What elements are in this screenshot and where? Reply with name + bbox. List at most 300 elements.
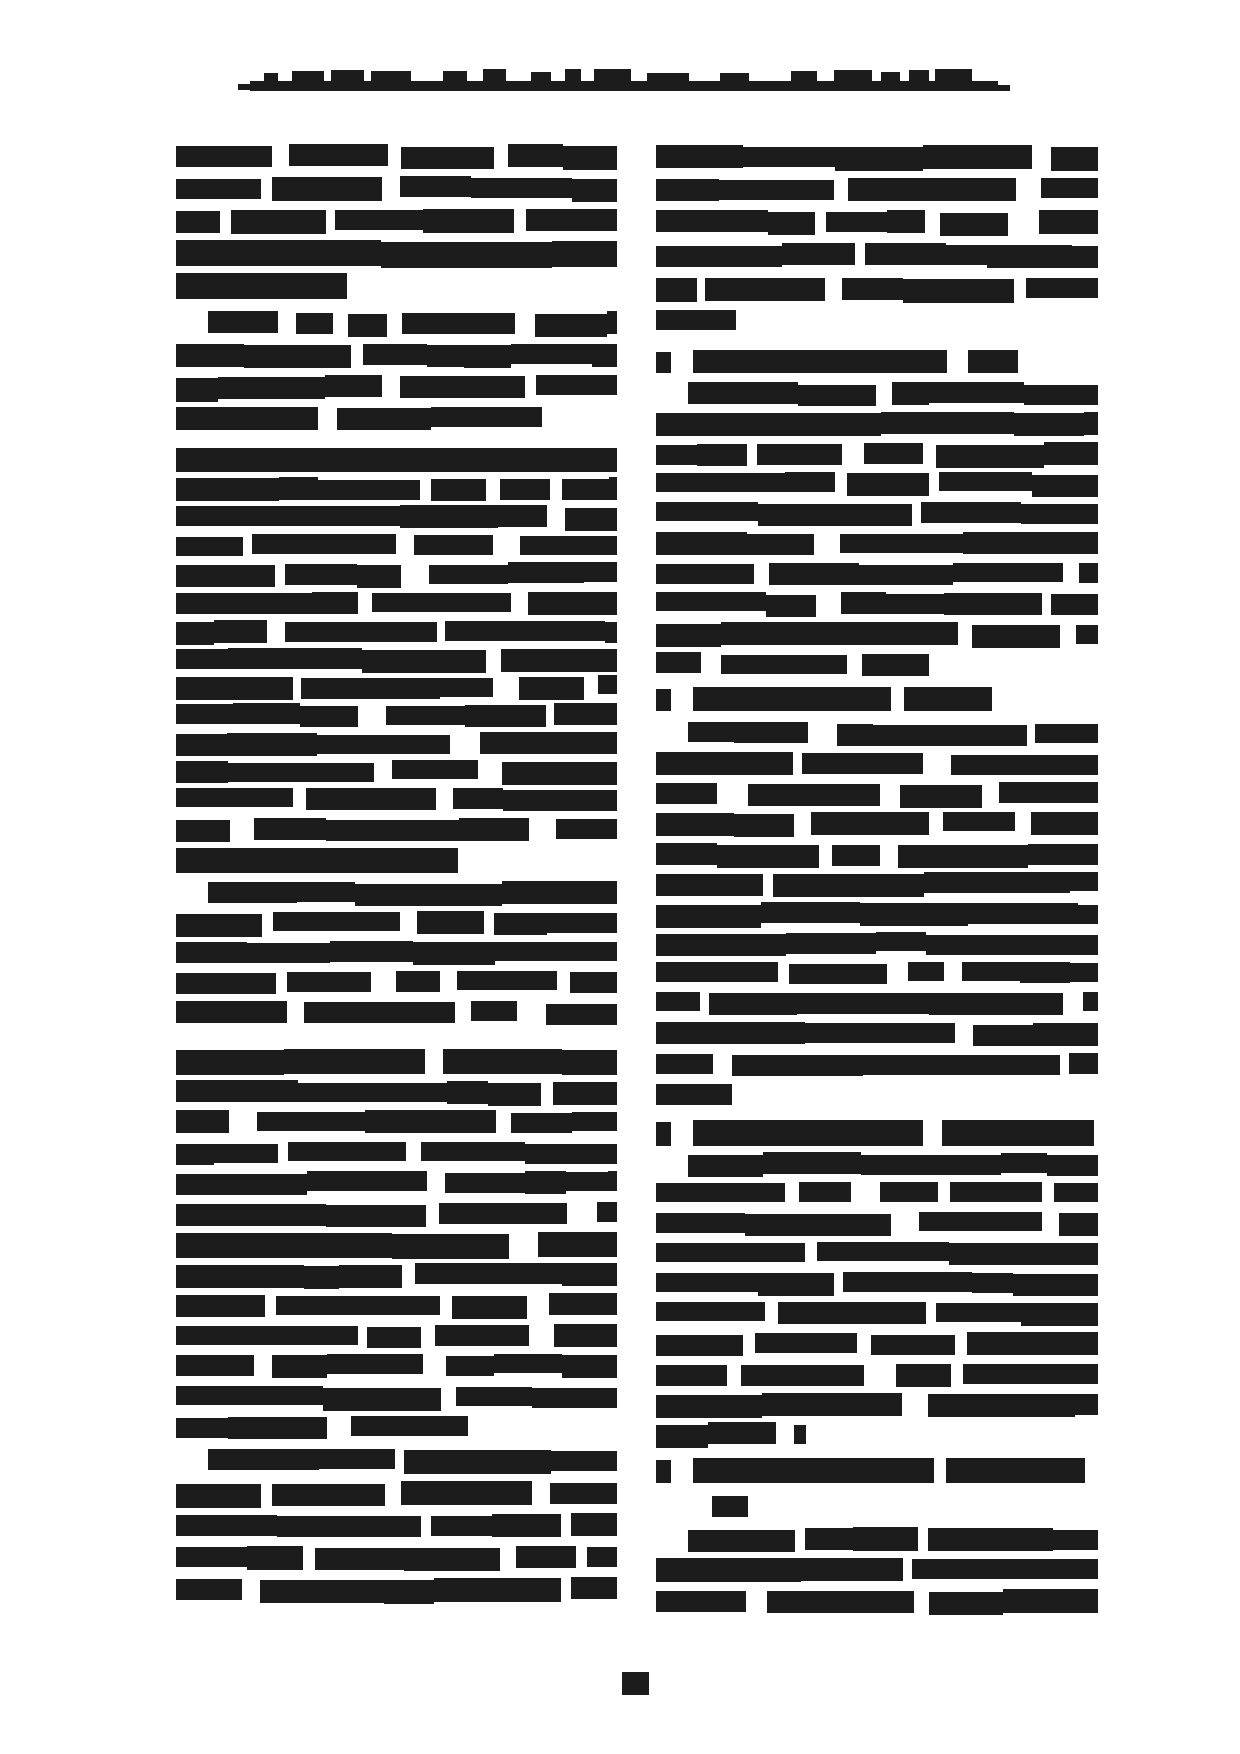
word-blob [495,942,617,961]
text-line [656,1363,1098,1391]
text-line [208,882,617,910]
word-blob [767,1591,914,1613]
word-blob [782,243,855,265]
word-blob [365,1110,496,1133]
word-blob [656,1302,765,1321]
word-blob [928,1528,1053,1551]
word-blob [1079,563,1098,583]
word-blob [357,565,401,588]
word-blob [562,1263,617,1286]
text-line [688,723,1098,751]
word-blob [656,905,761,928]
section-number-blob [656,352,671,373]
text-line-bold [176,273,348,302]
word-blob [502,762,617,785]
word-blob [339,1265,401,1288]
word-blob [939,472,1033,491]
word-blob [456,1387,532,1406]
word-blob [656,1243,805,1262]
word-blob [773,874,925,897]
word-blob [847,473,929,496]
heading-blob [693,687,891,711]
text-line [656,783,1098,811]
word-blob [929,382,1024,403]
word-blob [446,1356,493,1376]
word-blob [886,594,944,614]
word-blob [946,245,987,265]
word-blob [1070,872,1098,891]
text-line [656,473,1098,501]
word-blob [656,934,786,956]
word-blob [1041,178,1098,198]
text-line [176,912,617,940]
word-blob [272,1484,385,1506]
word-blob [1054,1183,1098,1202]
word-blob [656,445,697,465]
word-blob [656,246,782,267]
word-blob [758,504,912,526]
word-blob [457,971,557,990]
word-blob [656,592,766,611]
text-line [688,383,1098,411]
text-line [656,1590,1098,1619]
word-blob [401,1481,532,1505]
word-blob [748,784,880,806]
word-blob [656,992,700,1011]
word-blob [1076,625,1098,644]
word-blob [963,1364,1098,1384]
word-blob [928,1394,1074,1417]
word-blob [950,1182,1042,1202]
word-blob [929,1592,1004,1615]
word-blob [762,1393,902,1416]
word-blob [176,506,321,526]
word-blob [552,241,617,267]
word-blob [317,735,450,754]
word-blob [535,314,607,337]
word-blob [805,1528,853,1550]
text-line [176,620,617,648]
word-blob [841,592,885,614]
word-blob [375,1296,440,1315]
word-blob [1063,1559,1098,1579]
word-blob [176,1484,261,1508]
word-blob [968,903,1078,924]
word-blob [528,592,617,615]
word-blob [176,942,247,963]
word-blob [326,1205,426,1227]
word-blob [208,882,297,903]
word-blob [536,375,617,395]
word-blob [252,534,332,554]
word-blob [401,147,494,169]
word-blob [367,1327,421,1348]
word-blob [656,874,763,896]
word-blob [757,444,842,465]
word-blob [445,1173,526,1193]
word-blob [584,562,617,582]
word-blob [176,1547,247,1567]
word-blob [656,843,717,865]
word-blob [228,648,363,669]
word-blob [453,788,502,809]
word-blob [306,788,436,810]
word-blob [1047,1155,1098,1176]
numbered-section-heading [656,1120,1098,1150]
word-blob [826,212,887,232]
text-line [176,506,617,534]
word-blob [214,1144,279,1163]
word-blob [656,1054,713,1074]
word-blob [949,1243,1098,1265]
word-blob [936,1303,1021,1322]
word-blob [972,625,1059,648]
word-blob [304,1002,418,1023]
word-blob [709,993,797,1015]
word-blob [656,532,747,555]
word-blob [843,1272,972,1292]
word-blob [876,932,926,951]
word-blob [400,505,499,528]
word-blob [465,705,546,727]
word-blob [421,1142,525,1161]
column-left [176,0,617,1754]
word-blob [999,782,1098,803]
word-blob [244,345,352,368]
word-blob [500,479,550,500]
word-blob [254,818,326,840]
word-blob [351,1416,468,1436]
word-blob [228,1417,327,1439]
word-blob [656,1084,732,1105]
word-blob [415,1263,562,1284]
word-blob [538,1232,617,1257]
word-blob [402,313,515,334]
word-blob [1026,278,1098,298]
text-line [656,563,1098,591]
word-blob [276,1296,376,1315]
word-blob [176,1110,229,1133]
text-line [176,733,617,761]
section-number-blob [656,689,671,711]
word-blob [176,649,228,669]
word-blob [519,677,584,700]
word-blob [176,622,214,645]
word-blob [1032,475,1098,497]
word-blob [363,344,427,365]
text-line [656,533,1098,561]
word-blob [1084,412,1098,435]
word-blob [734,814,793,837]
word-blob [176,273,347,299]
word-blob [805,1023,955,1043]
text-line [656,993,1098,1021]
text-line [176,789,617,817]
heading-blob [946,1458,1085,1483]
word-blob [546,1004,617,1025]
word-blob [1020,962,1070,983]
word-blob [214,620,267,643]
word-blob [253,1326,358,1345]
word-blob [494,1354,563,1373]
word-blob [511,1113,572,1133]
word-blob [176,734,227,756]
text-line [176,145,617,174]
word-blob [562,1355,617,1378]
word-blob [1028,844,1098,865]
word-blob [919,1212,1042,1231]
text-line [656,1333,1098,1361]
word-blob [896,1364,951,1387]
word-blob [785,472,835,492]
word-blob [231,210,326,234]
word-blob [273,912,401,931]
word-blob [503,790,617,811]
word-blob [452,1296,528,1319]
word-blob [565,508,617,531]
word-blob [743,147,835,167]
heading-blob [942,1120,1065,1146]
word-blob [434,1578,561,1602]
word-blob [763,1152,861,1174]
word-blob [429,565,507,584]
word-blob [459,818,529,841]
numbered-section-heading [656,350,1098,377]
word-blob [835,147,923,171]
text-line [656,753,1098,781]
word-blob [563,146,617,170]
text-line [208,312,617,341]
word-blob [572,179,617,202]
word-blob [562,479,609,500]
word-blob [507,621,605,641]
word-blob [404,1450,551,1474]
word-blob [656,783,717,804]
word-blob [705,278,825,301]
word-blob [176,478,279,501]
word-blob [587,1547,617,1567]
word-blob [798,385,877,406]
word-blob [766,595,816,617]
text-line [176,1172,617,1200]
text-line-bold [176,1233,617,1261]
word-blob [892,382,929,405]
word-blob [864,443,922,464]
word-blob [688,382,798,404]
word-blob [494,913,548,935]
word-blob [480,732,617,754]
word-blob [526,209,617,231]
word-blob [176,704,233,724]
word-blob [277,1516,421,1537]
word-blob [734,722,808,743]
word-blob [471,1001,517,1021]
word-blob [297,882,355,902]
word-blob [656,624,721,647]
word-blob [818,622,958,645]
numbered-section-heading [656,1458,1098,1487]
word-blob [1003,1589,1098,1613]
word-blob [326,820,460,841]
text-line [656,277,1098,306]
word-blob [348,314,387,337]
text-line [712,1495,775,1524]
word-blob [445,621,507,641]
word-blob [761,902,860,923]
word-blob [656,1591,746,1612]
word-blob [656,652,701,673]
word-blob [688,722,734,742]
heading-bar [176,448,617,472]
word-blob [325,375,382,397]
text-line [176,1416,471,1444]
word-blob [319,1449,395,1469]
word-blob [929,993,1063,1015]
word-blob [656,145,743,168]
word-blob [712,1496,748,1517]
word-blob [285,564,357,585]
word-blob [656,1183,785,1202]
word-blob [1078,905,1098,924]
word-blob [865,243,945,265]
word-blob [940,213,1008,236]
word-blob [332,534,396,554]
heading-blob [693,350,947,373]
word-blob [301,678,440,699]
word-blob [859,565,953,585]
word-blob [176,240,381,266]
word-blob [747,534,814,555]
text-line [176,1514,617,1543]
text-line [176,177,617,206]
word-blob [656,210,768,232]
text-line [176,1203,617,1231]
word-blob [525,1171,566,1194]
word-blob [431,479,486,501]
word-blob [176,677,293,700]
text-line [176,209,617,238]
word-blob [176,1418,228,1438]
text-line [656,310,736,339]
text-line-bold [176,241,617,270]
word-blob [656,1273,758,1292]
word-blob [176,1515,277,1536]
text-line [176,1142,617,1170]
word-blob [247,1546,303,1570]
word-blob [1075,1394,1098,1415]
word-blob [362,650,486,673]
word-blob [656,564,754,584]
text-line [656,843,1098,871]
word-blob [963,532,1098,554]
text-line [176,408,542,437]
word-blob [1021,1303,1098,1326]
word-blob [973,1025,1033,1046]
word-blob [298,1083,447,1102]
text-line [656,1393,1098,1421]
word-blob [464,345,511,368]
word-blob [288,1142,406,1161]
word-blob [1059,1213,1098,1236]
word-blob [853,1527,918,1551]
word-blob [656,179,719,201]
text-line [176,676,617,704]
word-blob [431,1516,492,1536]
word-blob [771,413,882,436]
word-blob [176,179,261,199]
word-blob [417,911,483,934]
word-blob [176,1355,254,1376]
word-blob [400,376,525,398]
word-blob [427,345,464,367]
text-line [656,1303,1098,1331]
word-blob [721,622,818,645]
word-blob [908,962,944,981]
word-blob [439,1203,567,1224]
text-line [176,1264,617,1292]
word-blob [228,763,374,782]
text-line [208,1450,617,1479]
word-blob [176,1386,323,1405]
word-blob [396,971,440,992]
text-line [176,1482,617,1511]
word-blob [404,1548,501,1571]
word-blob [1039,210,1098,234]
word-blob [741,1365,864,1386]
word-blob [492,1514,561,1537]
word-blob [549,1293,617,1315]
word-blob [176,1295,265,1317]
word-blob [721,655,847,674]
word-blob [176,820,230,842]
text-line [176,376,617,405]
text-line-bold [176,1050,617,1078]
word-blob [516,1546,576,1568]
word-blob [732,1055,863,1076]
word-blob [799,1182,851,1202]
word-blob [562,1050,617,1075]
word-blob [656,1365,727,1386]
text-line [656,443,1098,471]
word-blob [304,1266,339,1289]
word-blob [269,1233,392,1258]
text-line [656,211,1098,240]
word-blob [797,993,930,1014]
section-number-blob [656,1122,671,1146]
text-line [656,1423,806,1451]
word-blob [257,1112,365,1131]
word-blob [176,407,318,430]
word-blob [440,678,493,697]
word-blob [501,649,617,672]
word-blob [556,819,617,839]
word-blob [903,279,1013,303]
word-blob [921,502,1021,523]
heading-bar [176,848,458,873]
heading-blob [693,1458,934,1483]
text-line [176,761,617,789]
word-blob [817,1242,949,1261]
word-blob [778,1302,926,1324]
word-blob [860,903,967,926]
word-blob [312,592,358,614]
word-blob [285,622,437,642]
word-blob [392,760,478,779]
word-blob [1001,1153,1047,1173]
word-blob [656,1558,801,1582]
word-blob [330,941,413,962]
word-blob [656,413,771,436]
